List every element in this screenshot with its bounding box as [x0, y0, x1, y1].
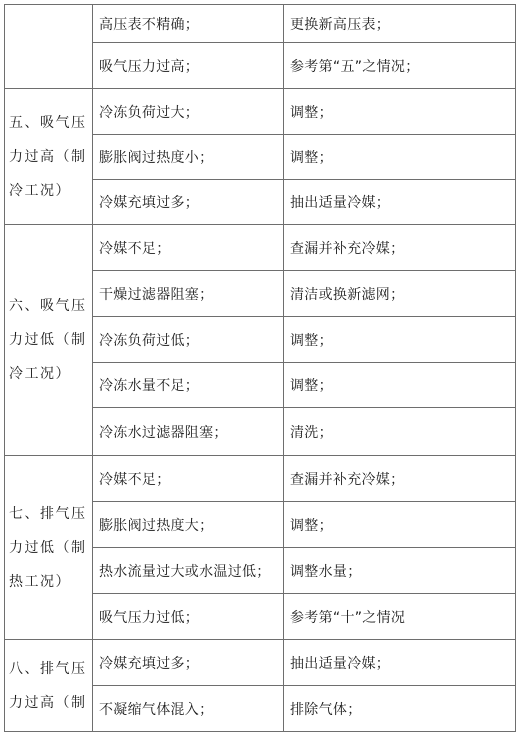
section-title	[5, 289, 92, 391]
cause-text: 干燥过滤器阻塞；	[99, 286, 214, 303]
table-row	[5, 225, 516, 271]
action-cell	[284, 135, 516, 180]
action-text: 排除气体；	[290, 701, 362, 718]
cause-text: 吸气压力过低；	[99, 609, 200, 626]
cause-cell	[93, 363, 284, 408]
section-title-line: 热工况）	[9, 573, 71, 590]
action-text: 清洗；	[290, 424, 333, 441]
section-title-cell	[5, 640, 93, 732]
action-text: 调整；	[290, 104, 333, 121]
cause-text: 热水流量过大或水温过低；	[99, 563, 271, 580]
section-title-line: 力过高（制	[9, 694, 87, 711]
action-text: 查漏并补充冷媒；	[290, 471, 405, 488]
section-title-line: 力过低（制	[9, 539, 87, 556]
cause-cell	[93, 456, 284, 502]
section-title	[5, 652, 92, 720]
cause-text: 膨胀阀过热度大；	[99, 517, 214, 534]
action-cell	[284, 640, 516, 686]
table-body	[5, 5, 516, 732]
section-title-line: 力过高（制	[9, 148, 87, 165]
cause-text: 冷冻水过滤器阻塞；	[99, 424, 228, 441]
action-cell	[284, 180, 516, 225]
section-title-cell	[5, 89, 93, 225]
cause-cell	[93, 89, 284, 135]
section-title-line: 冷工况）	[9, 366, 71, 382]
action-cell	[284, 548, 516, 594]
action-cell	[284, 43, 516, 89]
action-text: 调整水量；	[290, 563, 362, 580]
action-cell	[284, 502, 516, 548]
cause-cell	[93, 502, 284, 548]
section-title-line: 八、排气压	[9, 660, 87, 677]
cause-text: 膨胀阀过热度小；	[99, 150, 214, 166]
cause-text: 不凝缩气体混入；	[99, 701, 214, 718]
cause-text: 冷媒不足；	[99, 240, 171, 257]
section-title-line: 五、吸气压	[9, 114, 87, 131]
cause-cell	[93, 271, 284, 317]
cause-text: 吸气压力过高；	[99, 58, 200, 75]
cause-text: 冷媒充填过多；	[99, 195, 200, 211]
action-text: 参考第“五”之情况；	[290, 58, 420, 75]
action-text: 查漏并补充冷媒；	[290, 240, 405, 257]
cause-cell	[93, 548, 284, 594]
action-cell	[284, 594, 516, 640]
section-title	[5, 497, 92, 599]
cause-cell	[93, 43, 284, 89]
cause-text: 冷媒充填过多；	[99, 655, 200, 672]
cause-cell	[93, 180, 284, 225]
cause-cell	[93, 5, 284, 43]
action-text: 调整；	[290, 150, 333, 166]
cause-cell	[93, 225, 284, 271]
cause-text: 冷冻水量不足；	[99, 378, 200, 394]
action-cell	[284, 456, 516, 502]
section-title-line: 六、吸气压	[9, 298, 87, 314]
cause-text: 冷媒不足；	[99, 471, 171, 488]
action-cell	[284, 5, 516, 43]
cause-text: 冷冻负荷过大；	[99, 104, 200, 121]
section-title-line: 七、排气压	[9, 505, 87, 522]
table-row	[5, 5, 516, 43]
table-row	[5, 89, 516, 135]
action-cell	[284, 686, 516, 732]
action-text: 调整；	[290, 517, 333, 534]
section-title-cell	[5, 225, 93, 456]
action-cell	[284, 408, 516, 456]
cause-cell	[93, 594, 284, 640]
action-text: 抽出适量冷媒；	[290, 655, 391, 672]
action-text: 更换新高压表；	[290, 16, 391, 33]
action-cell	[284, 225, 516, 271]
cause-cell	[93, 408, 284, 456]
cause-cell	[93, 640, 284, 686]
action-cell	[284, 317, 516, 363]
action-text: 抽出适量冷媒；	[290, 195, 391, 211]
cause-text: 高压表不精确；	[99, 16, 200, 33]
table-row	[5, 640, 516, 686]
action-cell	[284, 271, 516, 317]
section-title-cell	[5, 456, 93, 640]
section-title-line: 冷工况）	[9, 182, 71, 199]
action-text: 参考第“十”之情况	[290, 609, 406, 626]
action-text: 调整；	[290, 332, 333, 349]
cause-cell	[93, 686, 284, 732]
action-cell	[284, 89, 516, 135]
cause-cell	[93, 135, 284, 180]
cause-cell	[93, 317, 284, 363]
section-title	[5, 106, 92, 208]
section-title-line: 力过低（制	[9, 332, 87, 348]
table-row	[5, 456, 516, 502]
action-cell	[284, 363, 516, 408]
action-text: 清洁或换新滤网；	[290, 286, 405, 303]
troubleshooting-table	[4, 4, 516, 732]
section-title-cell	[5, 5, 93, 89]
cause-text: 冷冻负荷过低；	[99, 332, 200, 349]
action-text: 调整；	[290, 378, 333, 394]
